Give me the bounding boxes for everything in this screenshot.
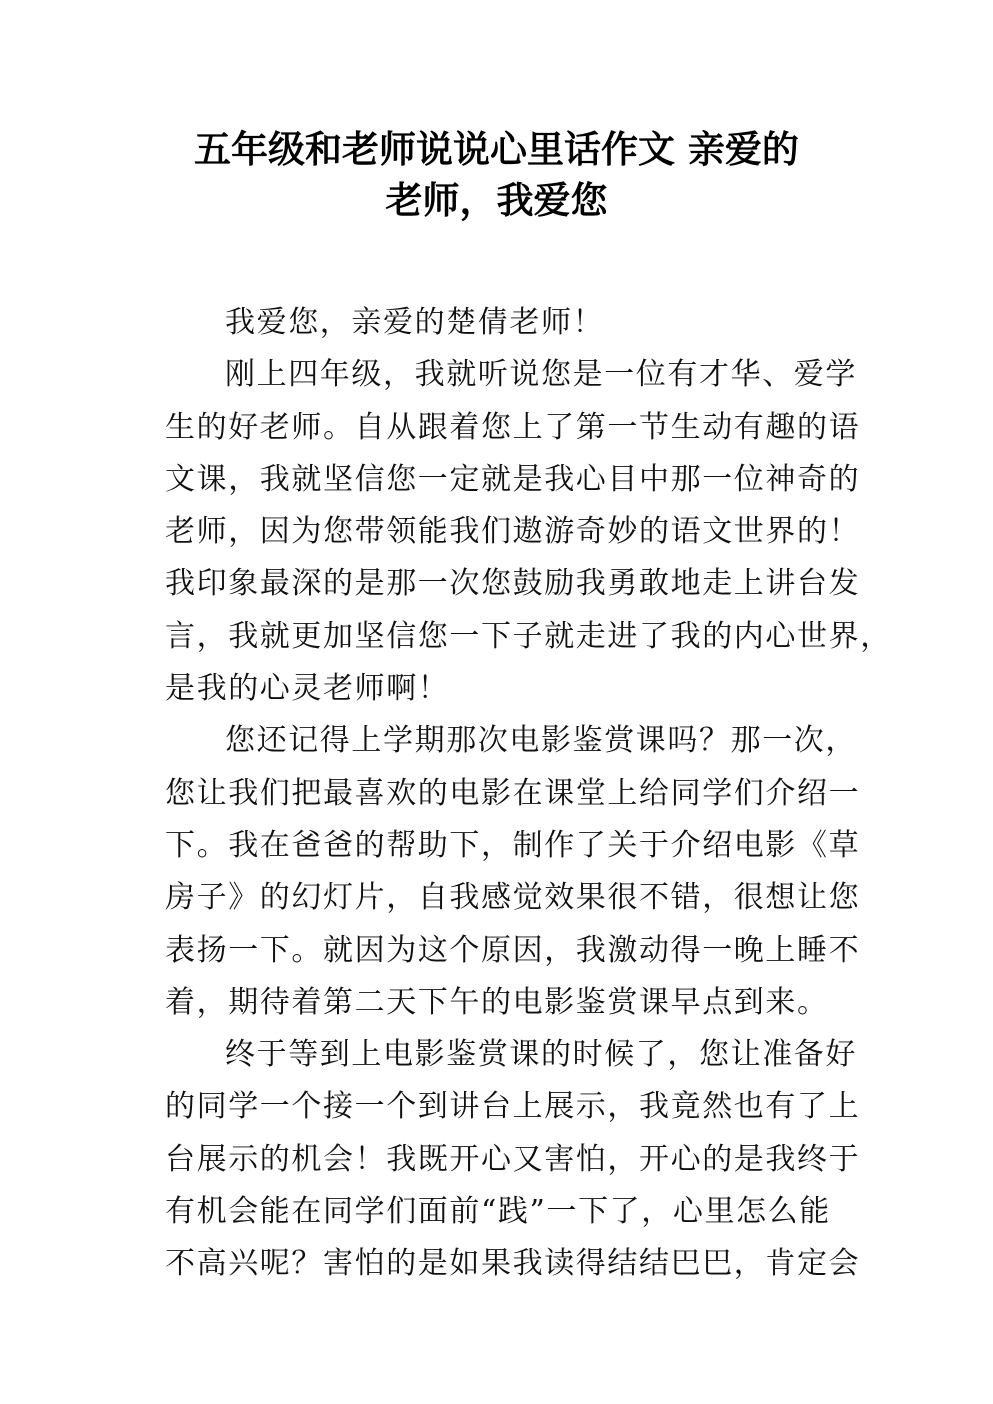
body-line: 台展示的机会！我既开心又害怕，开心的是我终于 [165, 1141, 861, 1177]
body-line: 文课，我就坚信您一定就是我心目中那一位神奇的 [165, 461, 861, 497]
body-line: 是我的心灵老师啊！ [165, 671, 450, 707]
body-line: 老师，因为您带领能我们遨游奇妙的语文世界的！ [165, 514, 861, 550]
body-line: 有机会能在同学们面前“践”一下了，心里怎么能 [165, 1194, 831, 1230]
body-line: 不高兴呢？害怕的是如果我读得结结巴巴，肯定会 [165, 1246, 861, 1282]
body-line: 您还记得上学期那次电影鉴赏课吗？那一次， [225, 723, 857, 759]
body-line: 刚上四年级，我就听说您是一位有才华、爱学 [225, 357, 857, 393]
document-title-line-1: 五年级和老师说说心里话作文 亲爱的 [194, 128, 799, 171]
body-line: 房子》的幻灯片，自我感觉效果很不错，很想让您 [165, 880, 861, 916]
body-line: 的同学一个接一个到讲台上展示，我竟然也有了上 [165, 1089, 861, 1125]
body-line: 言，我就更加坚信您一下子就走进了我的内心世界， [165, 618, 892, 654]
body-line: 您让我们把最喜欢的电影在课堂上给同学们介绍一 [165, 775, 861, 811]
body-line: 着，期待着第二天下午的电影鉴赏课早点到来。 [165, 984, 829, 1020]
body-line: 我爱您，亲爱的楚倩老师！ [225, 305, 605, 340]
document-title-line-2: 老师，我爱您 [385, 179, 608, 222]
body-line: 表扬一下。就因为这个原因，我激动得一晚上睡不 [165, 932, 861, 968]
document-body [165, 297, 892, 1291]
body-line: 下。我在爸爸的帮助下，制作了关于介绍电影《草 [165, 827, 861, 863]
body-line: 终于等到上电影鉴赏课的时候了，您让准备好 [225, 1037, 857, 1073]
body-line: 我印象最深的是那一次您鼓励我勇敢地走上讲台发 [165, 566, 861, 602]
body-line: 生的好老师。自从跟着您上了第一节生动有趣的语 [165, 409, 861, 445]
